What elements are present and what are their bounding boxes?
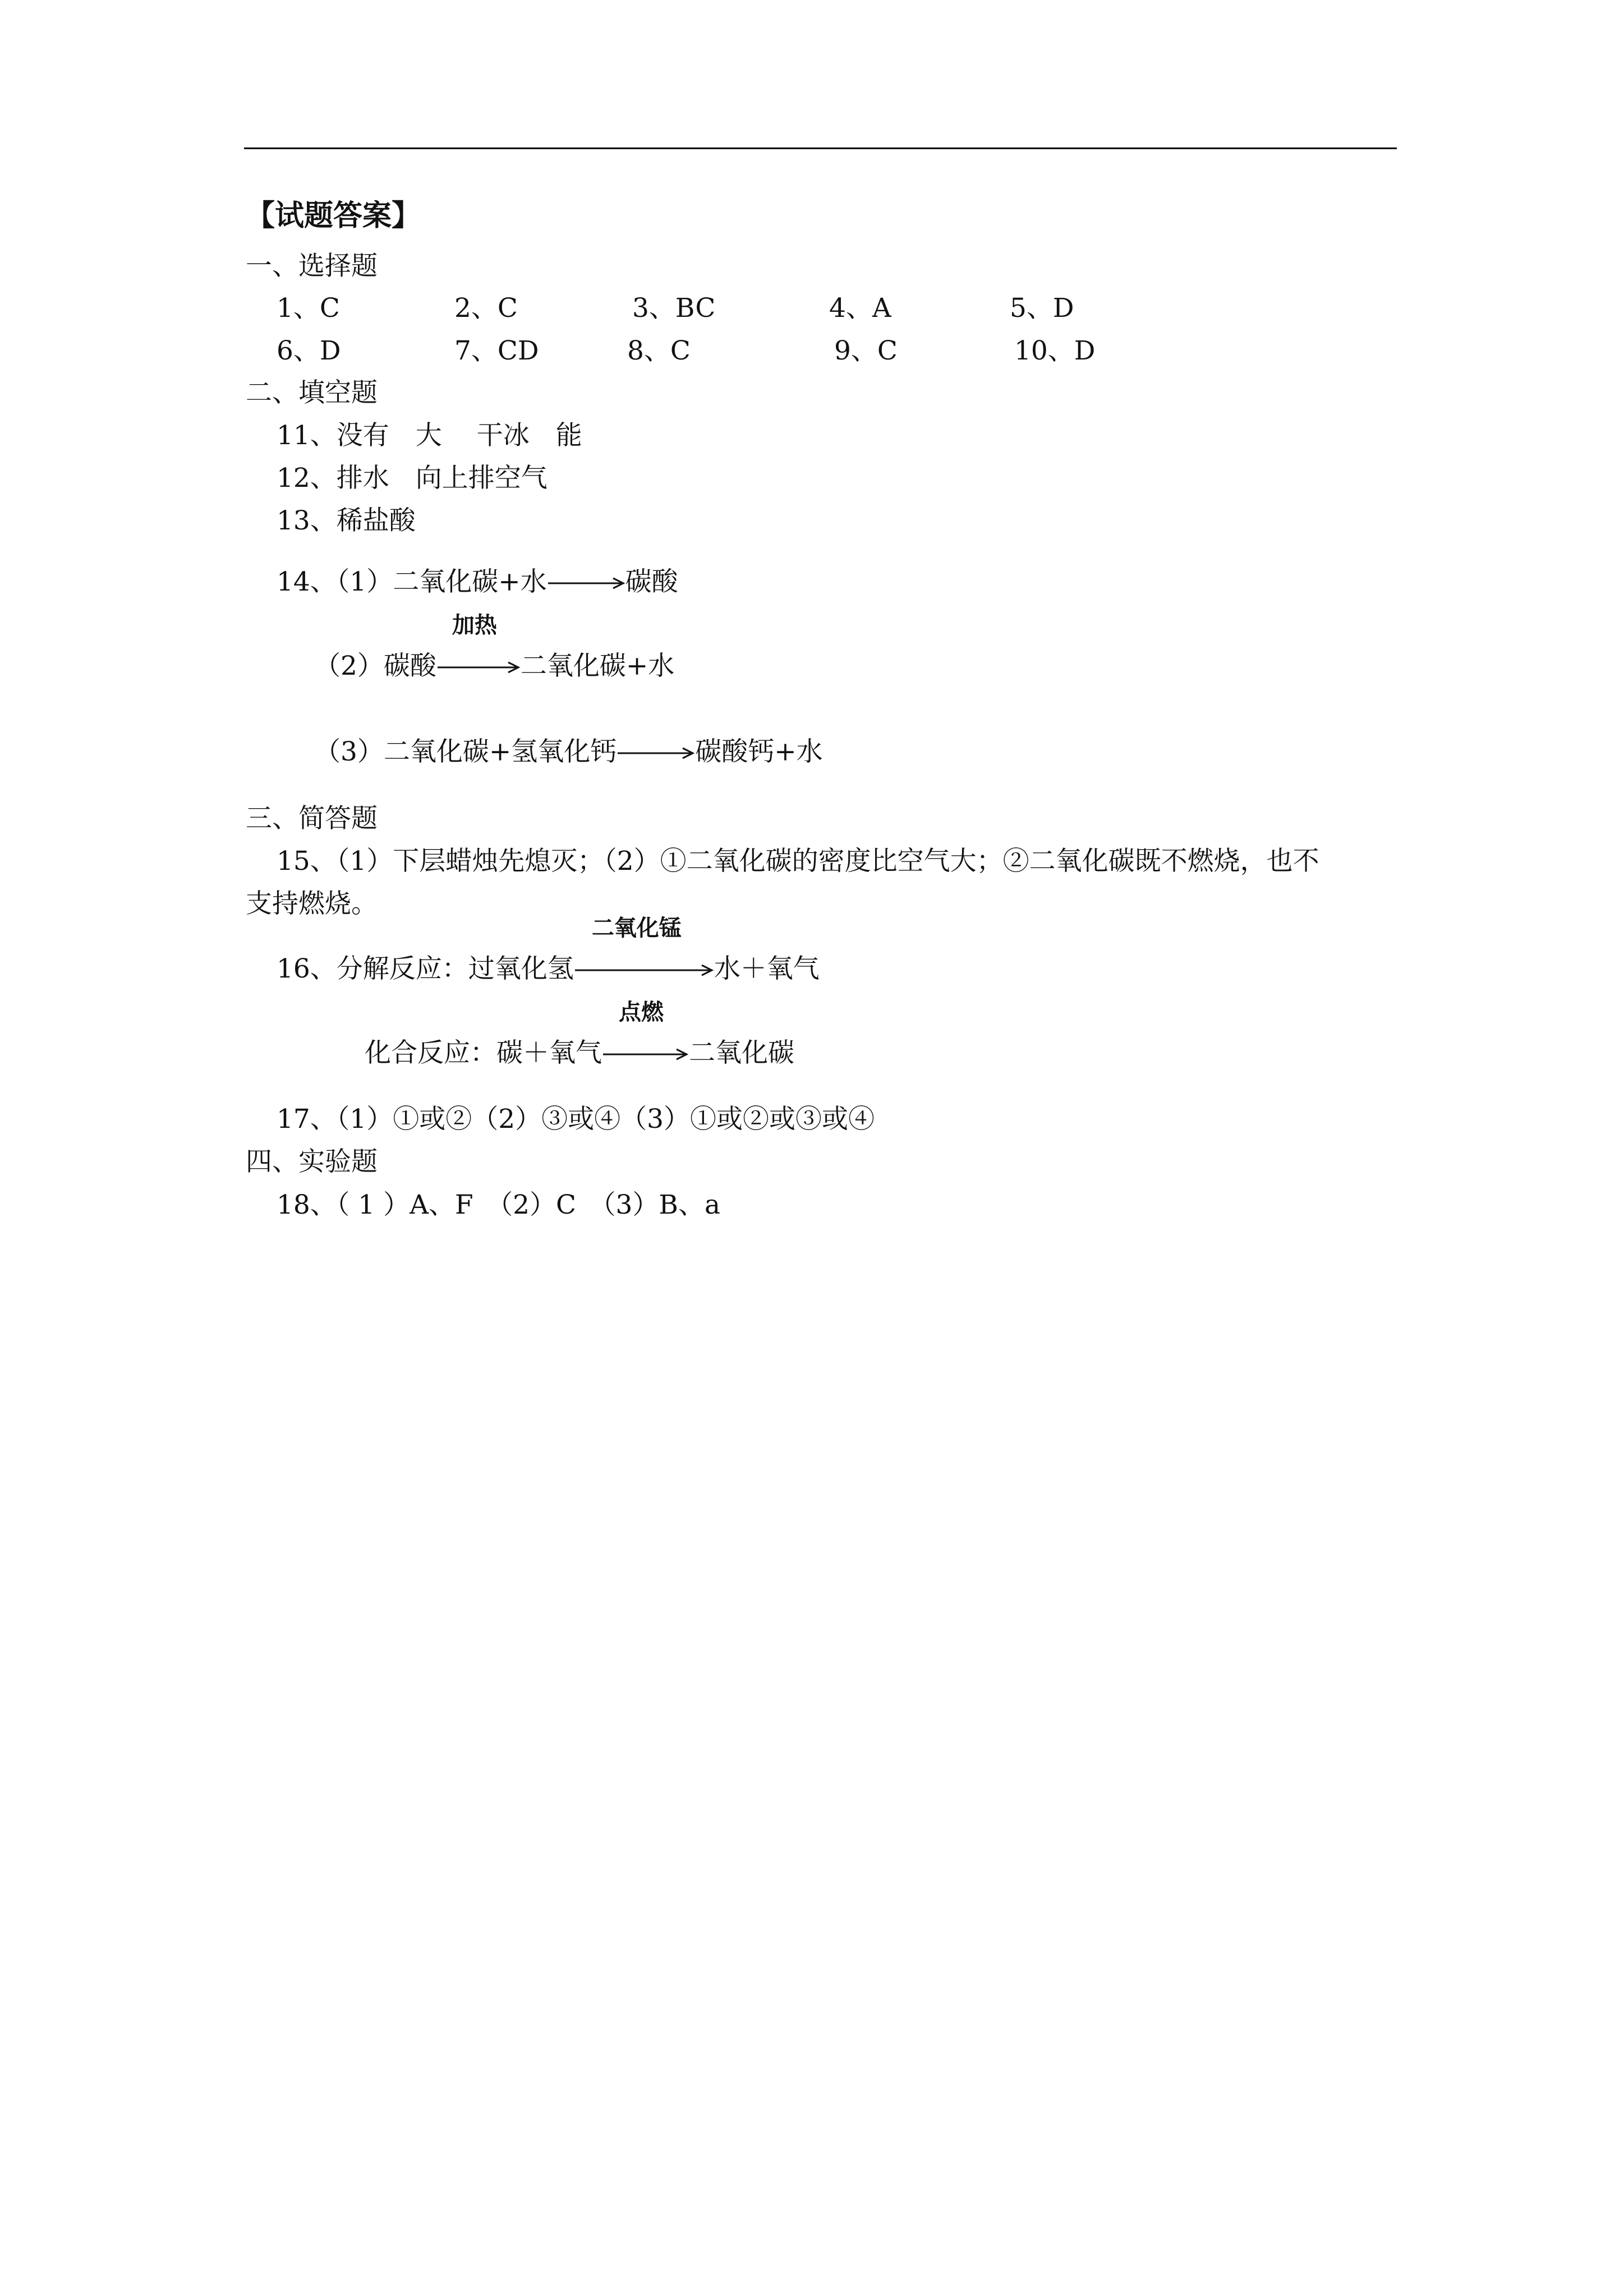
reaction-arrow <box>602 999 689 1072</box>
reactants: 化合反应：碳＋氧气 <box>365 1038 602 1068</box>
arrow-icon <box>547 564 625 601</box>
reactants: （3）二氧化碳+氢氧化钙 <box>314 736 617 767</box>
answer-3: 3、BC <box>632 293 716 324</box>
answer-14-1 <box>277 564 678 601</box>
answer-16-decomposition <box>277 915 820 988</box>
arrow-icon <box>574 951 714 988</box>
arrow-icon <box>617 734 695 771</box>
arrow-icon <box>436 648 521 685</box>
answer-14-3 <box>314 734 823 771</box>
answer-1: 1、C <box>277 293 340 324</box>
answer-7: 7、CD <box>454 335 539 366</box>
reaction-arrow <box>574 915 714 988</box>
arrow-icon <box>602 1035 689 1072</box>
answer-8: 8、C <box>627 335 691 366</box>
products: 碳酸钙+水 <box>695 736 823 767</box>
reaction-arrow <box>547 564 625 601</box>
section-heading-choice: 一、选择题 <box>246 251 378 282</box>
reactants: 14、（1）二氧化碳+水 <box>277 566 547 597</box>
section-heading-fill: 二、填空题 <box>246 377 378 408</box>
reactants: （2）碳酸 <box>314 651 436 681</box>
reaction-arrow <box>436 612 521 685</box>
answer-6: 6、D <box>277 335 341 366</box>
products: 碳酸 <box>625 566 678 597</box>
answer-9: 9、C <box>834 335 898 366</box>
answer-5: 5、D <box>1010 293 1074 324</box>
products: 二氧化碳 <box>689 1038 794 1068</box>
answer-17: 17、（1）①或②（2）③或④（3）①或②或③或④ <box>277 1104 875 1135</box>
products: 二氧化碳+水 <box>520 651 675 681</box>
answer-4: 4、A <box>829 293 891 324</box>
products: 水＋氧气 <box>714 953 820 984</box>
answer-2: 2、C <box>454 293 518 324</box>
answer-14-2 <box>314 612 675 685</box>
section-heading-experiment: 四、实验题 <box>246 1146 378 1177</box>
answer-13: 13、稀盐酸 <box>277 505 416 536</box>
header-rule <box>244 147 1397 149</box>
reaction-condition: 加热 <box>452 612 497 638</box>
answer-16-combination <box>365 999 794 1072</box>
reaction-condition: 二氧化锰 <box>591 915 682 941</box>
page-title: 【试题答案】 <box>246 199 421 233</box>
answer-11: 11、没有 大 干冰 能 <box>277 420 582 451</box>
section-heading-short: 三、简答题 <box>246 803 378 834</box>
reaction-arrow <box>617 734 695 771</box>
answer-10: 10、D <box>1014 335 1096 366</box>
reaction-condition: 点燃 <box>619 999 664 1025</box>
answer-15-line2: 支持燃烧。 <box>246 888 378 919</box>
answer-15-line1: 15、（1）下层蜡烛先熄灭；（2）①二氧化碳的密度比空气大；②二氧化碳既不燃烧，也不 <box>277 846 1319 877</box>
answer-18: 18、（ 1 ）A、F （2）C （3）B、a <box>277 1190 720 1220</box>
reactants: 16、分解反应：过氧化氢 <box>277 953 574 984</box>
answer-12: 12、排水 向上排空气 <box>277 463 548 494</box>
